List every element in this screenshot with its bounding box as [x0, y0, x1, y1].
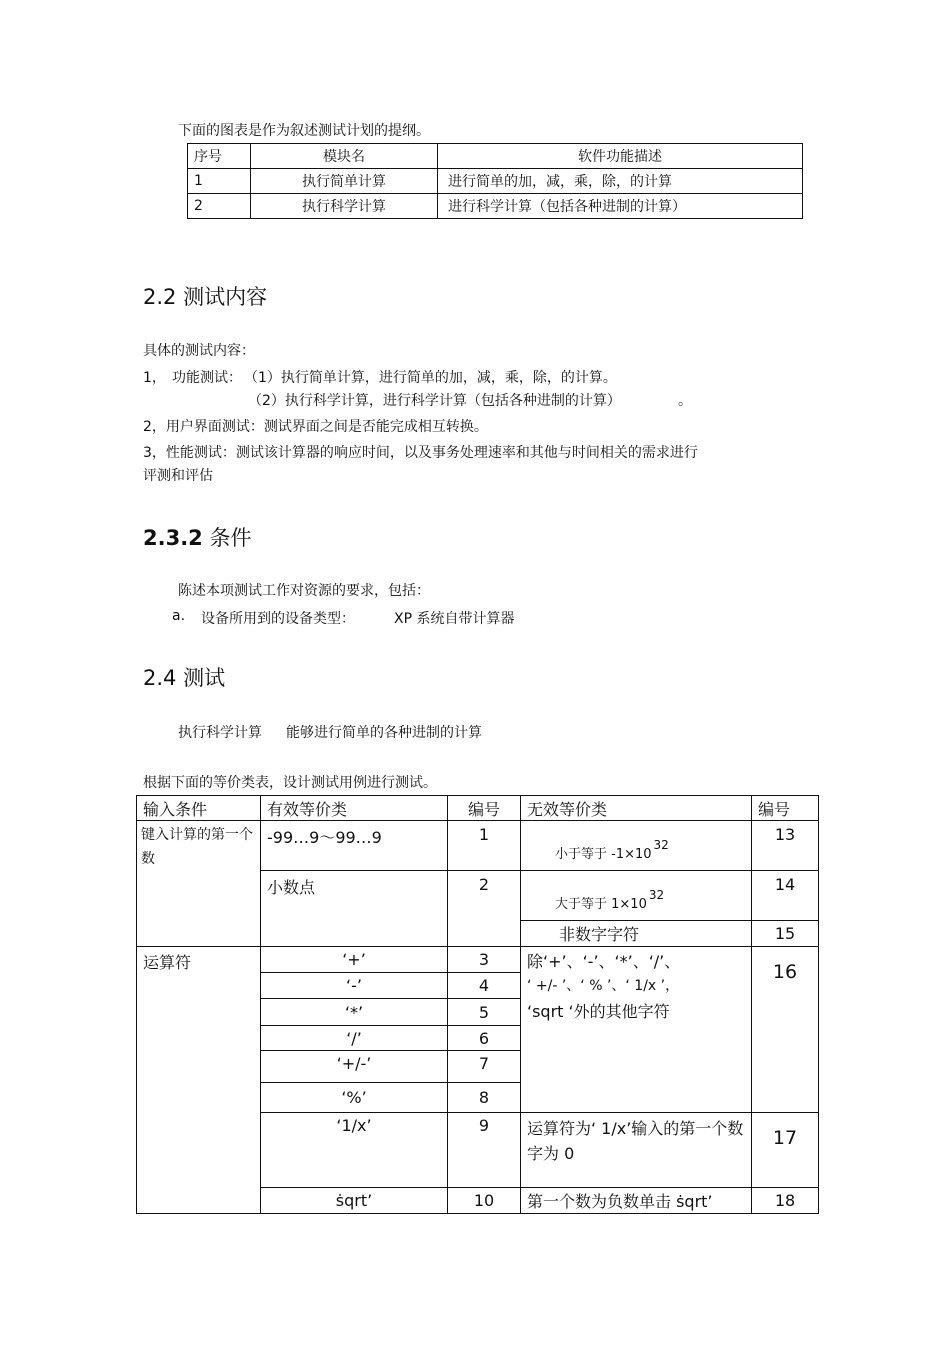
id-cell: 8	[448, 1083, 521, 1113]
id-cell: 9	[448, 1113, 521, 1188]
test-line1-b: 能够进行简单的各种进制的计算	[286, 725, 482, 741]
header-cell: 无效等价类	[521, 796, 752, 821]
heading-number: 2.3.2	[143, 526, 203, 550]
exponent: 32	[648, 888, 665, 902]
valid-class-cell: ‘+/-’	[261, 1051, 448, 1083]
id-cell: 10	[448, 1188, 521, 1214]
valid-class-cell: ‘-’	[261, 973, 448, 999]
table-cell: 2	[188, 194, 251, 219]
invalid-class-cell	[521, 947, 752, 1113]
table-cell: 进行简单的加，减，乘，除，的计算	[438, 169, 803, 194]
condition-text: 键入计算的第一个数	[141, 827, 253, 867]
id-cell: 1	[448, 821, 521, 871]
item1-line-b-end: 。	[678, 393, 692, 409]
condition-lead: 陈述本项测试工作对资源的要求，包括：	[178, 583, 430, 599]
test-line1-a: 执行科学计算	[178, 725, 262, 741]
valid-class-cell: ‘*’	[261, 999, 448, 1026]
table-cell: 执行科学计算	[251, 194, 438, 219]
exponent: 32	[653, 838, 669, 852]
id-cell: 4	[448, 973, 521, 999]
table-row	[188, 169, 803, 194]
item1-line-b: （2）执行科学计算，进行科学计算（包括各种进制的计算）	[248, 393, 621, 409]
item3-line1: 3，性能测试：测试该计算器的响应时间，以及事务处理速率和其他与时间相关的需求进行	[143, 445, 698, 461]
valid-class-cell: -99…9～99…9	[261, 821, 448, 871]
heading-title: 条件	[209, 526, 252, 550]
id-cell: 14	[752, 871, 819, 921]
id-cell: 5	[448, 999, 521, 1026]
header-cell: 编号	[448, 796, 521, 821]
table-cell: 进行科学计算（包括各种进制的计算）	[438, 194, 803, 219]
valid-class-cell: ‘%’	[261, 1083, 448, 1113]
invalid-class-cell	[521, 871, 752, 921]
header-cell: 有效等价类	[261, 796, 448, 821]
invalid-class-cell: 非数字字符	[521, 921, 752, 947]
header-cell: 编号	[752, 796, 819, 821]
invalid-line: ‘sqrt ‘外的其他字符	[527, 1002, 670, 1021]
header-cell: 软件功能描述	[438, 144, 803, 169]
section-heading-2-3-2	[143, 522, 251, 552]
item1-label: 功能测试：	[172, 370, 242, 386]
invalid-line: ‘ +/- ’、‘ % ’、‘ 1/x ’，	[527, 978, 680, 994]
header-cell: 模块名	[251, 144, 438, 169]
item1-line-a: （1）执行简单计算，进行简单的加，减，乘，除，的计算。	[244, 370, 617, 386]
item3-line2: 评测和评估	[143, 468, 213, 484]
table-header-row	[188, 144, 803, 169]
id-cell: 18	[752, 1188, 819, 1214]
id-cell: 17	[752, 1113, 819, 1188]
id-cell: 3	[448, 947, 521, 973]
id-cell: 2	[448, 871, 521, 947]
invalid-class-cell: 第一个数为负数单击 ṡqrt’	[521, 1188, 752, 1214]
invalid-line: 除‘+’、‘-’、‘*’、‘/’、	[527, 952, 681, 971]
table-cell: 1	[188, 169, 251, 194]
id-cell: 13	[752, 821, 819, 871]
item2: 2，用户界面测试：测试界面之间是否能完成相互转换。	[143, 419, 488, 435]
invalid-class-cell: 运算符为‘ 1/x’输入的第一个数字为 0	[521, 1113, 752, 1188]
condition-first-number	[137, 821, 261, 947]
invalid-text: 小于等于 -1×10	[555, 847, 652, 862]
item-a-text: 设备所用到的设备类型：	[201, 611, 355, 627]
id-cell: 15	[752, 921, 819, 947]
content-lead: 具体的测试内容：	[143, 343, 255, 359]
condition-operator: 运算符	[137, 947, 261, 1214]
item1-number: 1，	[143, 370, 166, 386]
table-cell: 执行简单计算	[251, 169, 438, 194]
valid-class-cell: 小数点	[261, 871, 448, 947]
module-table	[187, 143, 803, 219]
invalid-class-cell	[521, 821, 752, 871]
valid-class-cell: ‘+’	[261, 947, 448, 973]
item-a-label: a.	[172, 608, 186, 624]
section-heading-2-4: 2.4 测试	[143, 666, 226, 690]
valid-class-cell: ṡqrt’	[261, 1188, 448, 1214]
section-heading-2-2: 2.2 测试内容	[143, 285, 268, 309]
id-cell: 7	[448, 1051, 521, 1083]
header-cell: 输入条件	[137, 796, 261, 821]
id-cell: 6	[448, 1026, 521, 1051]
item-a-value: XP 系统自带计算器	[394, 611, 515, 627]
valid-class-cell: ‘/’	[261, 1026, 448, 1051]
table-row	[188, 194, 803, 219]
intro-text: 下面的图表是作为叙述测试计划的提纲。	[178, 123, 430, 139]
equivalence-class-table	[136, 795, 819, 1214]
id-cell: 16	[752, 947, 819, 1113]
header-cell: 序号	[188, 144, 251, 169]
valid-class-cell: ‘1/x’	[261, 1113, 448, 1188]
invalid-text: 大于等于 1×10	[555, 897, 647, 912]
test-line2: 根据下面的等价类表，设计测试用例进行测试。	[143, 775, 437, 791]
